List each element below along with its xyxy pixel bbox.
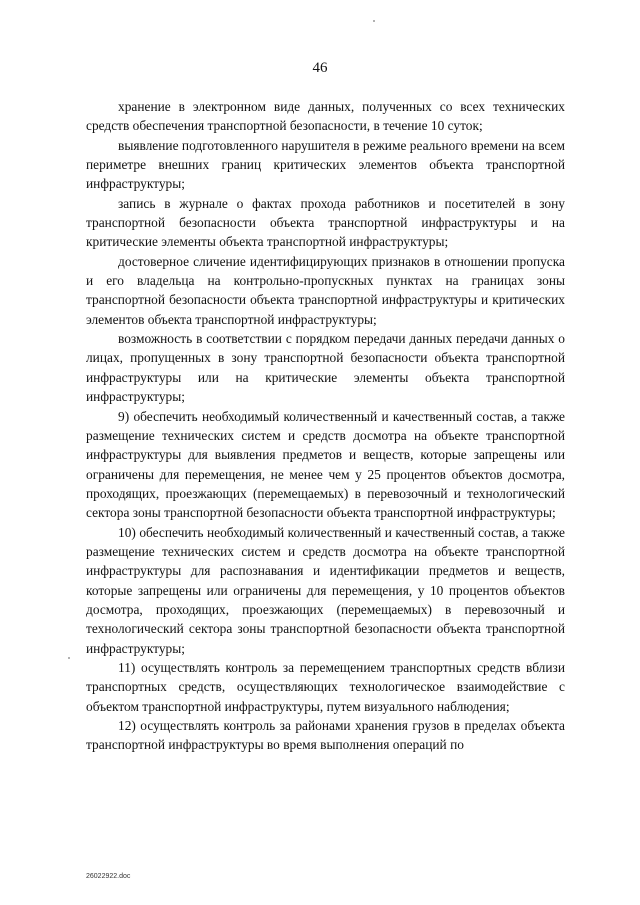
footer-filename: 26022922.doc [86, 873, 131, 880]
paragraph: 11) осуществлять контроль за перемещением транспортных средств вблизи транспортных средств, осуществляющих технологическое взаимодействие с объектом транспортной инфраструктуры, путем визуального наблюдения; [86, 659, 565, 714]
paragraph: хранение в электронном виде данных, полученных со всех технических средств обеспечения транспортной безопасности, в течение 10 суток; [86, 99, 565, 134]
scan-speck [373, 20, 375, 22]
paragraph: запись в журнале о фактах прохода работников и посетителей в зону транспортной безопасности объекта транспортной инфраструктуры и на критические элементы объекта транспортной инфраструктуры; [86, 195, 565, 250]
document-body [86, 97, 565, 755]
scan-speck [68, 657, 70, 659]
paragraph: возможность в соответствии с порядком передачи данных передачи данных о лицах, пропущенных в зону транспортной безопасности объекта транспортной инфраструктуры или на критические элементы объекта транспортной инфраструктуры; [86, 331, 565, 405]
page-number: 46 [312, 60, 328, 76]
paragraph: 9) обеспечить необходимый количественный и качественный состав, а также размещение технических систем и средств досмотра на объекте транспортной инфраструктуры для выявления предметов и веществ, которые запрещены или ограничены для перемещения, не менее чем у 25 процентов объектов досмотра, проходящих, проезжающих (перемещаемых) в перевозочный и технологический сектора зоны транспортной безопасности объекта транспортной инфраструктуры; [86, 408, 565, 521]
paragraph: достоверное сличение идентифицирующих признаков в отношении пропуска и его владельца на контрольно-пропускных пунктах на границах зоны транспортной безопасности объекта транспортной инфраструктуры и критических элементов объекта транспортной инфраструктуры; [86, 253, 565, 327]
paragraph: 10) обеспечить необходимый количественный и качественный состав, а также размещение технических систем и средств досмотра на объекте транспортной инфраструктуры для распознавания и идентификации предметов и веществ, которые запрещены или ограничены для перемещения, у 10 процентов объектов досмотра, проходящих, проезжающих (перемещаемых) в перевозочный и технологический сектора зоны транспортной безопасности объекта транспортной инфраструктуры; [86, 524, 565, 656]
paragraph: выявление подготовленного нарушителя в режиме реального времени на всем периметре внешних границ критических элементов объекта транспортной инфраструктуры; [86, 137, 565, 192]
paragraph: 12) осуществлять контроль за районами хранения грузов в пределах объекта транспортной инфраструктуры во время выполнения операций по [86, 718, 565, 753]
